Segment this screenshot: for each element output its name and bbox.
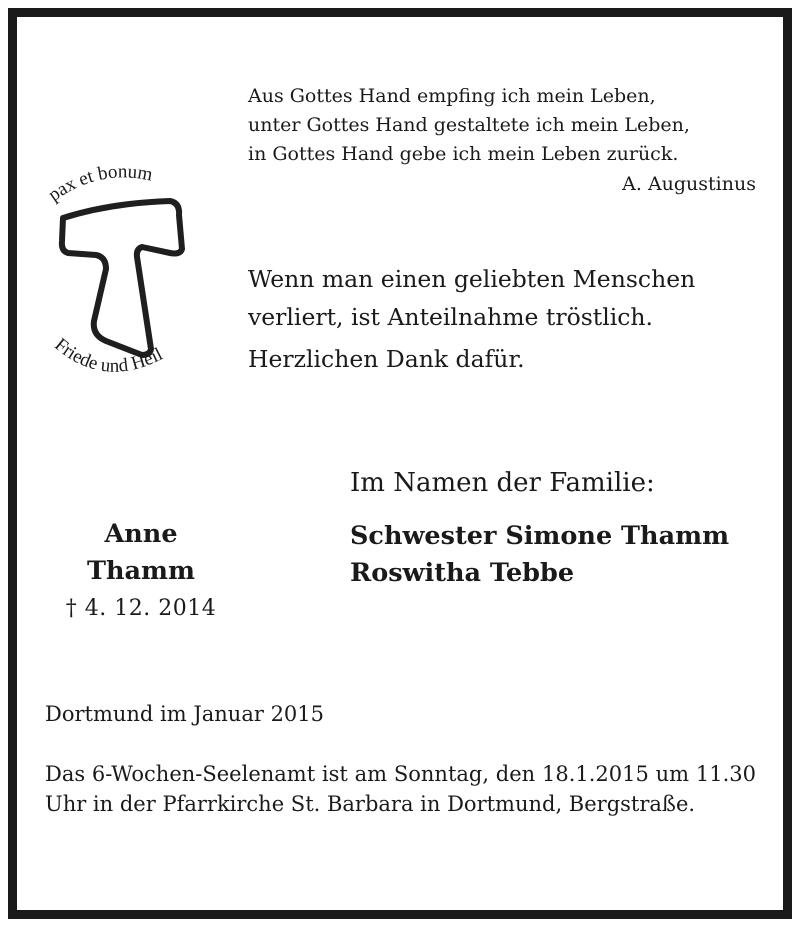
quote-line: in Gottes Hand gebe ich mein Leben zurück.	[248, 143, 679, 165]
family-name: Schwester Simone Thamm	[350, 521, 730, 551]
quote-line: unter Gottes Hand gestaltete ich mein Leben,	[248, 114, 690, 136]
thanks-dank: Herzlichen Dank dafür.	[248, 345, 525, 373]
family-label: Im Namen der Familie:	[350, 468, 655, 498]
tau-cross-shape	[62, 201, 182, 355]
thanks-text	[248, 260, 695, 336]
service-notice: Das 6-Wochen-Seelenamt ist am Sonntag, den 18.1.2015 um 11.30 Uhr in der Pfarrkirche St. Barbara in Dortmund, Bergstraße.	[45, 762, 756, 816]
quote	[248, 82, 756, 169]
deceased-block	[36, 516, 246, 621]
place-date: Dortmund im Januar 2015	[45, 702, 325, 726]
quote-line: Aus Gottes Hand empfing ich mein Leben,	[248, 85, 656, 107]
deceased-last-name: Thamm	[86, 556, 195, 586]
family-name: Roswitha Tebbe	[350, 558, 575, 588]
tau-cross-icon	[30, 145, 210, 395]
logo-top-text: pax et bonum	[44, 161, 155, 206]
thanks-line: verliert, ist Anteilnahme tröstlich.	[248, 303, 654, 331]
quote-author: A. Augustinus	[622, 173, 756, 195]
death-date: † 4. 12. 2014	[65, 596, 217, 621]
family-names	[350, 518, 729, 592]
logo-bottom-text: Friede und Heil	[50, 334, 167, 377]
deceased-first-name: Anne	[104, 519, 178, 549]
thanks-line: Wenn man einen geliebten Menschen	[248, 265, 696, 293]
